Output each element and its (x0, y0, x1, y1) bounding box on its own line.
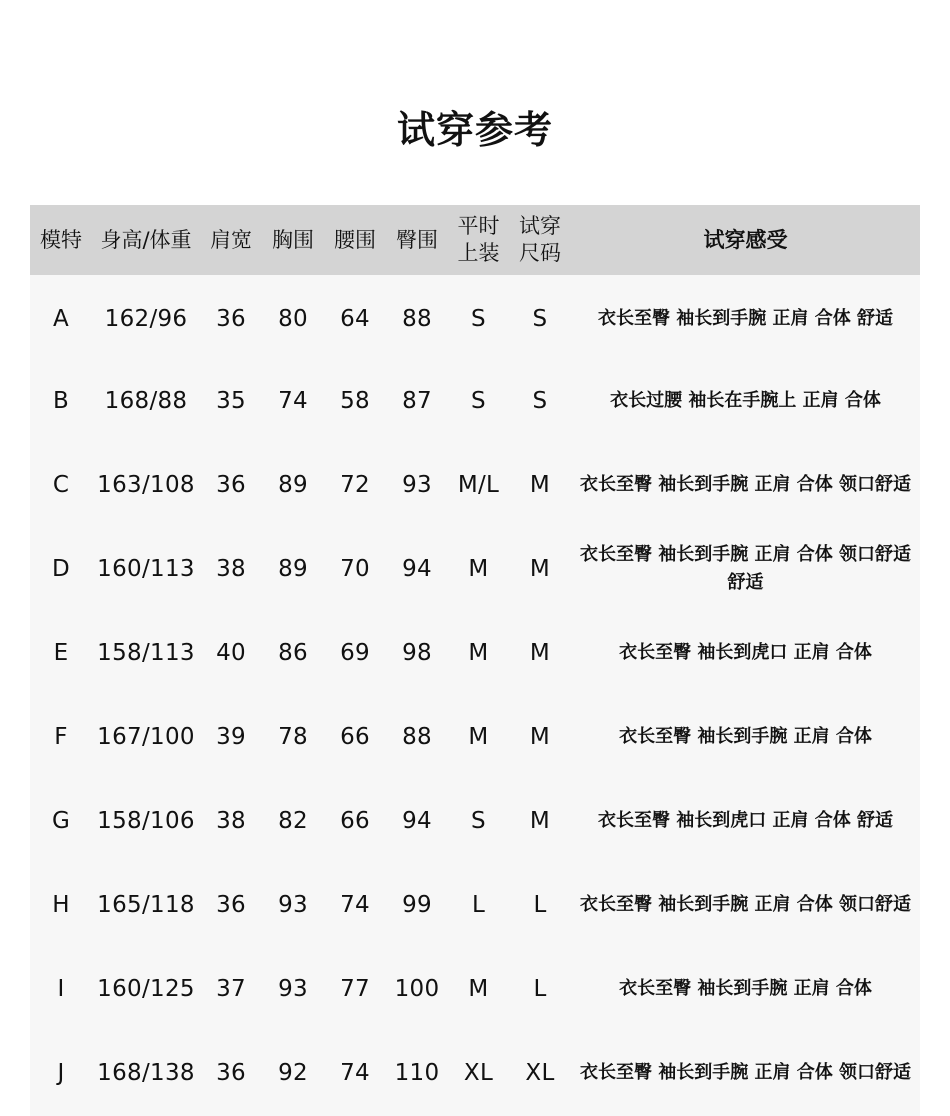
table-row (30, 1031, 920, 1115)
cell-height-weight: 163/108 (97, 472, 195, 498)
cell-height-weight: 162/96 (104, 305, 188, 332)
cell-waist: 77 (340, 976, 370, 1002)
cell-fit-feeling: 衣长至臀 袖长到手腕 正肩 合体 (619, 978, 872, 999)
header-label: 胸围 (272, 227, 314, 252)
cell-height-weight: 158/113 (97, 640, 195, 666)
cell-chest: 93 (278, 976, 308, 1002)
cell-hip: 100 (394, 976, 440, 1002)
cell-fit-feeling: 衣长至臀 袖长到手腕 正肩 合体 领口舒适 (579, 474, 912, 495)
cell-usual-top: L (471, 892, 486, 918)
cell-shoulder: 37 (216, 976, 246, 1002)
cell-tried-size: XL (525, 1060, 555, 1086)
cell-shoulder: 36 (216, 472, 246, 498)
table-row (30, 611, 920, 695)
cell-fit-feeling: 衣长至臀 袖长到手腕 正肩 合体 领口舒适 舒适 (579, 544, 912, 593)
cell-model: B (52, 388, 70, 414)
cell-hip: 94 (402, 556, 432, 582)
cell-tried-size: M (529, 808, 551, 834)
cell-tried-size: L (533, 892, 547, 918)
cell-model: G (51, 808, 71, 834)
header-height-weight (92, 205, 200, 275)
header-fit-feeling (571, 205, 920, 275)
table-row (30, 443, 920, 527)
cell-model: E (53, 640, 69, 666)
table-row (30, 527, 920, 611)
cell-hip: 93 (402, 472, 432, 498)
cell-chest: 74 (278, 388, 308, 414)
cell-hip: 110 (394, 1060, 440, 1086)
cell-height-weight: 167/100 (97, 724, 195, 750)
table-row (30, 275, 920, 359)
cell-model: C (52, 472, 70, 498)
header-usual-top (448, 205, 509, 275)
cell-waist: 74 (340, 892, 370, 918)
cell-model: I (57, 976, 65, 1002)
header-shoulder (200, 205, 262, 275)
cell-chest: 86 (278, 640, 308, 666)
header-chest (262, 205, 324, 275)
cell-waist: 69 (340, 640, 370, 666)
cell-fit-feeling: 衣长至臀 袖长到虎口 正肩 合体 (619, 642, 872, 663)
cell-fit-feeling: 衣长至臀 袖长到手腕 正肩 合体 舒适 (597, 307, 894, 329)
cell-hip: 87 (402, 388, 432, 414)
header-label: 试穿感受 (703, 227, 788, 252)
table-header (30, 205, 920, 275)
cell-model: A (52, 305, 70, 332)
header-row (30, 205, 920, 275)
header-label: 肩宽 (210, 227, 252, 252)
page-title: 试穿参考 (396, 108, 553, 152)
header-label: 尺码 (519, 241, 561, 265)
cell-shoulder: 36 (216, 892, 246, 918)
table-row (30, 863, 920, 947)
cell-shoulder: 35 (216, 388, 246, 414)
cell-height-weight: 158/106 (97, 808, 195, 834)
cell-usual-top: S (471, 305, 486, 332)
table-body (30, 275, 920, 1115)
cell-tried-size: M (529, 556, 551, 582)
cell-usual-top: S (471, 808, 486, 834)
header-label: 上装 (457, 241, 500, 265)
cell-hip: 88 (402, 305, 432, 332)
cell-tried-size: M (529, 724, 551, 750)
header-label: 平时 (457, 214, 500, 238)
cell-tried-size: L (533, 976, 547, 1002)
cell-fit-feeling: 衣长过腰 袖长在手腕上 正肩 合体 (610, 390, 881, 411)
cell-shoulder: 40 (216, 640, 246, 666)
cell-waist: 66 (340, 808, 370, 834)
header-label: 臀围 (396, 227, 438, 252)
cell-fit-feeling: 衣长至臀 袖长到手腕 正肩 合体 领口舒适 (579, 894, 912, 915)
cell-chest: 93 (278, 892, 308, 918)
cell-fit-feeling: 衣长至臀 袖长到手腕 正肩 合体 领口舒适 (579, 1062, 912, 1083)
cell-chest: 89 (278, 556, 308, 582)
cell-waist: 74 (340, 1060, 370, 1086)
cell-fit-feeling: 衣长至臀 袖长到手腕 正肩 合体 (619, 726, 872, 747)
cell-shoulder: 38 (216, 808, 246, 834)
header-label: 身高/体重 (100, 227, 192, 252)
cell-shoulder: 36 (216, 305, 246, 332)
cell-waist: 70 (340, 556, 370, 582)
header-label: 腰围 (334, 227, 376, 252)
cell-height-weight: 165/118 (97, 892, 195, 918)
cell-height-weight: 160/125 (97, 976, 195, 1002)
cell-usual-top: S (471, 388, 486, 414)
cell-fit-feeling: 衣长至臀 袖长到虎口 正肩 合体 舒适 (597, 810, 894, 831)
table-row (30, 359, 920, 443)
table-row (30, 779, 920, 863)
cell-shoulder: 38 (216, 556, 246, 582)
cell-tried-size: S (532, 305, 548, 332)
cell-usual-top: M (468, 556, 489, 582)
header-label: 试穿 (519, 214, 561, 238)
cell-usual-top: M (468, 640, 489, 666)
header-label: 模特 (40, 227, 82, 252)
fit-reference-table (30, 205, 920, 1115)
header-waist (324, 205, 386, 275)
cell-hip: 94 (402, 808, 432, 834)
cell-tried-size: M (529, 640, 551, 666)
cell-usual-top: M/L (457, 472, 500, 498)
cell-model: D (51, 556, 70, 582)
cell-shoulder: 36 (216, 1060, 246, 1086)
header-tried-size (509, 205, 571, 275)
cell-waist: 66 (340, 724, 370, 750)
cell-chest: 89 (278, 472, 308, 498)
cell-tried-size: M (529, 472, 551, 498)
cell-tried-size: S (532, 388, 548, 414)
cell-hip: 98 (402, 640, 432, 666)
cell-chest: 92 (278, 1060, 308, 1086)
table-row (30, 695, 920, 779)
cell-chest: 78 (278, 724, 308, 750)
cell-height-weight: 168/138 (97, 1060, 195, 1086)
cell-hip: 88 (402, 724, 432, 750)
cell-waist: 58 (340, 388, 370, 414)
cell-model: H (52, 892, 70, 918)
cell-waist: 64 (340, 305, 370, 332)
cell-model: J (57, 1060, 65, 1086)
cell-chest: 82 (278, 808, 308, 834)
fit-reference-table-container (30, 205, 920, 1116)
table-row (30, 947, 920, 1031)
header-hip (386, 205, 448, 275)
cell-usual-top: M (468, 976, 489, 1002)
cell-chest: 80 (278, 305, 308, 332)
header-model (30, 205, 92, 275)
cell-usual-top: XL (463, 1060, 494, 1086)
cell-height-weight: 168/88 (104, 388, 188, 414)
cell-model: F (54, 724, 68, 750)
cell-usual-top: M (468, 724, 489, 750)
cell-hip: 99 (402, 892, 432, 918)
cell-shoulder: 39 (216, 724, 246, 750)
cell-height-weight: 160/113 (97, 556, 195, 582)
cell-waist: 72 (340, 472, 370, 498)
